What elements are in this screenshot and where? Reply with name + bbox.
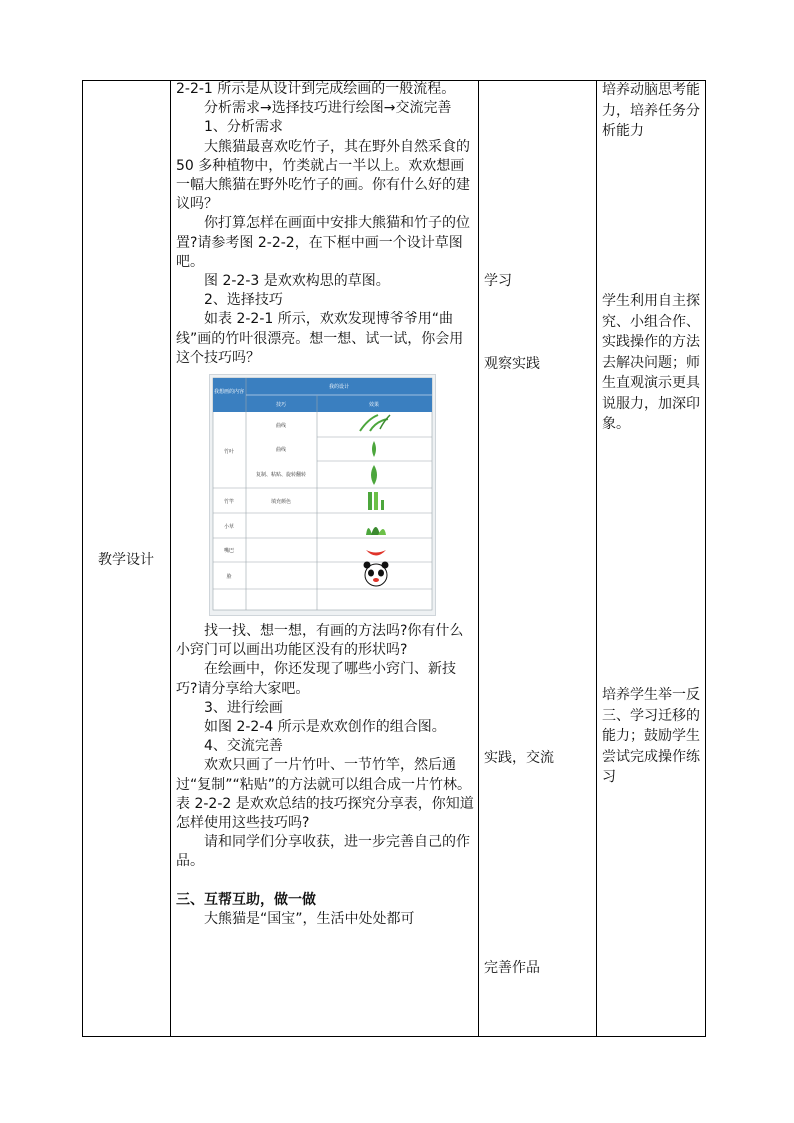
activity-study: 学习 — [484, 273, 512, 289]
paragraph: 大熊猫是“国宝”，生活中处处都可 — [204, 910, 415, 927]
paragraph: 找一找、想一想，有画的方法吗?你有什么小窍门可以画出功能区没有的形状吗? — [176, 623, 464, 659]
activity-observe: 观察实践 — [484, 356, 540, 372]
teaching-content — [176, 80, 476, 929]
paragraph: 请和同学们分享收获，进一步完善自己的作品。 — [176, 834, 470, 870]
design-intent: 学生利用自主探究、小组合作、实践操作的方法去解决问题；师生直观演示更具说服力，加深印象。 — [602, 293, 700, 432]
paragraph: 你打算怎样在画面中安排大熊猫和竹子的位置?请参考图 2-2-2，在下框中画一个设计草图吧。 — [176, 215, 470, 270]
skills-table-figure — [209, 374, 436, 616]
row-label: 教学设计 — [98, 551, 154, 568]
section-heading: 2、选择技巧 — [204, 292, 283, 309]
fig-col-header-content: 我想画的内容 — [213, 389, 245, 396]
column-divider — [478, 80, 479, 1037]
paragraph: 如表 2-2-1 所示，欢欢发现博爷爷用“曲线”画的竹叶很漂亮。想一想、试一试，你会用这个技巧吗？ — [176, 311, 464, 366]
design-intent: 培养学生举一反三、学习迁移的能力；鼓励学生尝试完成操作练习 — [602, 687, 700, 785]
column-divider — [596, 80, 597, 1037]
activity-practice: 实践，交流 — [484, 750, 554, 766]
fig-col-header-group: 我的设计 — [328, 384, 350, 391]
section-heading: 1、分析需求 — [204, 119, 283, 136]
design-intent: 培养动脑思考能力，培养任务分析能力 — [602, 82, 700, 139]
fig-row-item: 竹叶 — [223, 449, 235, 456]
fig-row-skill: 曲线 — [275, 447, 287, 454]
fig-row-skill: 复制、粘贴、旋转翻转 — [255, 472, 307, 479]
spacer — [176, 872, 476, 891]
fig-row-item: 脸 — [226, 574, 232, 581]
panda-face-icon — [364, 562, 389, 587]
fig-row-skill: 填充颜色 — [270, 499, 292, 506]
fig-col-header-effect: 效果 — [368, 402, 380, 409]
paragraph: 2-2-1 所示是从设计到完成绘画的一般流程。 — [176, 81, 456, 97]
fig-col-header-skill: 技巧 — [275, 402, 287, 409]
section-heading: 3、进行绘画 — [204, 699, 283, 716]
paragraph: 分析需求→选择技巧进行绘图→交流完善 — [204, 100, 452, 117]
fig-row-skill: 曲线 — [275, 423, 287, 430]
paragraph: 图 2-2-3 是欢欢构思的草图。 — [204, 273, 390, 290]
paragraph: 如图 2-2-4 所示是欢欢创作的组合图。 — [204, 719, 446, 736]
fig-row-item: 嘴巴 — [223, 548, 235, 555]
paragraph: 欢欢只画了一片竹叶、一节竹竿，然后通过“复制”“粘贴”的方法就可以组合成一片竹林。表 2-2-2 是欢欢总结的技巧探究分享表，你知道怎样使用这些技巧吗? — [176, 757, 474, 832]
activity-refine: 完善作品 — [484, 960, 540, 976]
fig-row-item: 竹竿 — [223, 499, 235, 506]
section-title: 三、互帮互助，做一做 — [176, 891, 316, 908]
paragraph: 在绘画中，你还发现了哪些小窍门、新技巧?请分享给大家吧。 — [176, 661, 456, 697]
section-heading: 4、交流完善 — [204, 738, 283, 755]
fig-row-item: 小草 — [223, 524, 235, 531]
paragraph: 大熊猫最喜欢吃竹子，其在野外自然采食的 50 多种植物中，竹类就占一半以上。欢欢想画一幅大熊猫在野外吃竹子的画。你有什么好的建议吗？ — [176, 138, 470, 213]
column-divider — [170, 80, 171, 1037]
